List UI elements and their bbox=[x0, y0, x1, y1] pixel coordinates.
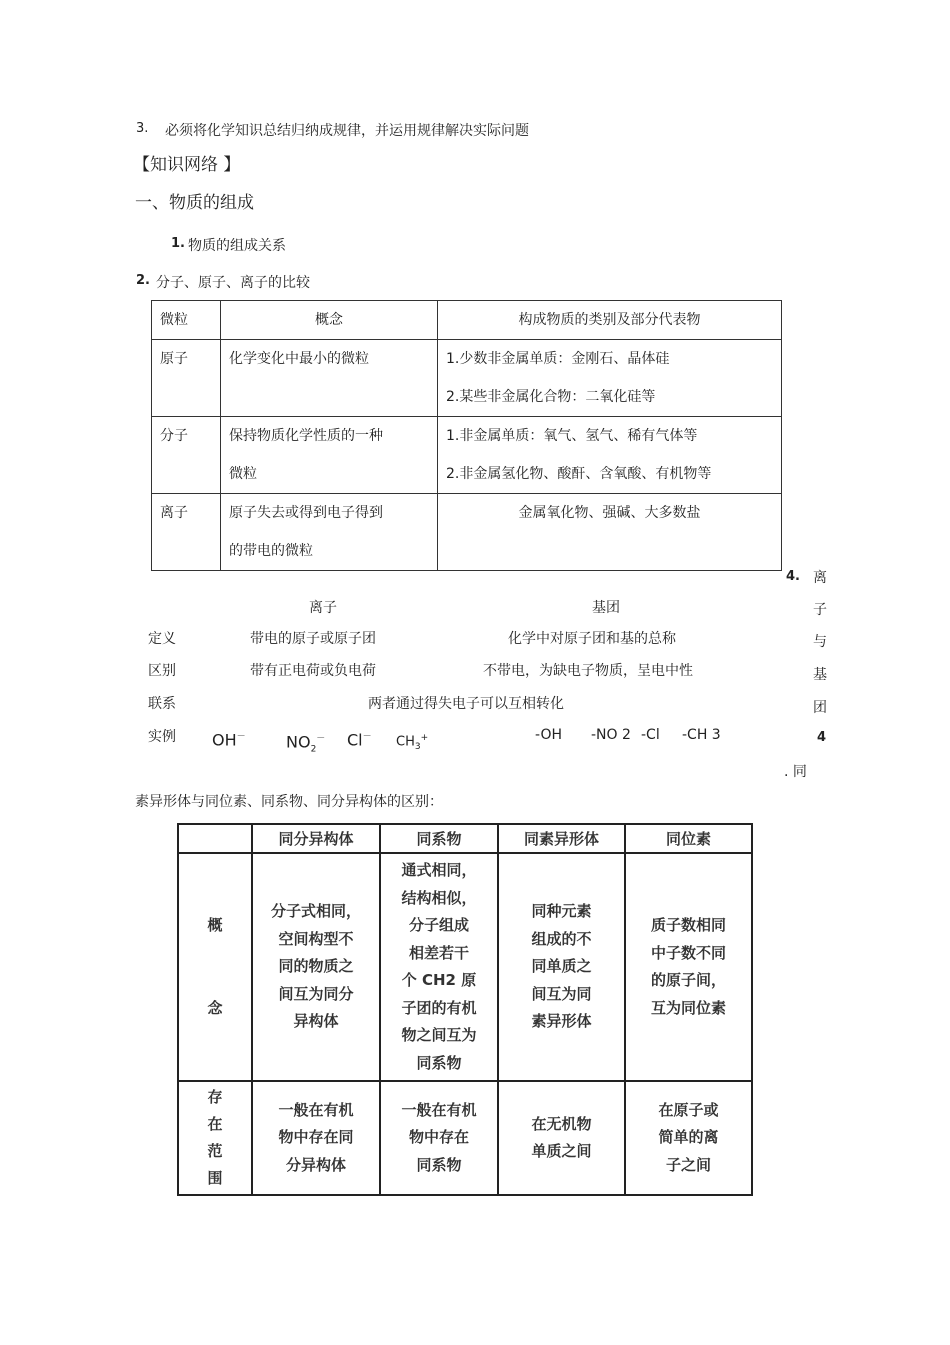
table-row-ion bbox=[152, 494, 782, 571]
side-heading-char: 基 bbox=[813, 667, 827, 683]
table-row-scope bbox=[178, 1081, 752, 1195]
definition-group: 化学中对原子团和基的总称 bbox=[508, 631, 676, 647]
row-label-scope: 存 在 范 围 bbox=[178, 1081, 252, 1195]
concept-isotope: 质子数相同 中子数不同 的原子间， 互为同位素 bbox=[625, 853, 752, 1081]
side-heading-char: 与 bbox=[813, 634, 827, 650]
column-header-ion: 离子 bbox=[309, 600, 337, 616]
definition-ion: 带电的原子或原子团 bbox=[250, 631, 376, 647]
subsection-2-number: 2. bbox=[136, 273, 150, 288]
cell-particle: 离子 bbox=[152, 494, 221, 571]
section-1-heading: 一、物质的组成 bbox=[135, 193, 254, 213]
concept-homolog: 通式相同， 结构相似， 分子组成 相差若干 个 CH2 原 子团的有机 物之间互为 同系物 bbox=[380, 853, 498, 1081]
row-label-example: 实例 bbox=[148, 729, 176, 745]
table-row-concept bbox=[178, 853, 752, 1081]
header-examples: 构成物质的类别及部分代表物 bbox=[438, 301, 782, 340]
header-allotrope: 同素异形体 bbox=[498, 824, 625, 853]
row-label-difference: 区别 bbox=[148, 663, 176, 679]
header-concept: 概念 bbox=[221, 301, 438, 340]
cell-concept: 原子失去或得到电子得到 的带电的微粒 bbox=[221, 494, 438, 571]
ion-example-methyl-cation: $CH_3^+$ bbox=[396, 733, 429, 752]
cell-examples: 1.少数非金属单质：金刚石、晶体硅 2.某些非金属化合物：二氧化硅等 bbox=[438, 340, 782, 417]
subsection-2-title: 分子、原子、离子的比较 bbox=[156, 275, 310, 291]
table-header-row bbox=[152, 301, 782, 340]
isomer-comparison-table bbox=[177, 823, 753, 1196]
item3-text: 必须将化学知识总结归纳成规律，并运用规律解决实际问题 bbox=[165, 123, 529, 139]
header-particle: 微粒 bbox=[152, 301, 221, 340]
scope-allotrope: 在无机物 单质之间 bbox=[498, 1081, 625, 1195]
scope-homolog: 一般在有机 物中存在 同系物 bbox=[380, 1081, 498, 1195]
cell-concept: 化学变化中最小的微粒 bbox=[221, 340, 438, 417]
ion-example-chloride: Cl－ bbox=[347, 730, 372, 750]
cell-particle: 原子 bbox=[152, 340, 221, 417]
column-header-group: 基团 bbox=[592, 600, 620, 616]
side-heading-number-2: 4 bbox=[817, 730, 827, 745]
scope-isotope: 在原子或 简单的离 子之间 bbox=[625, 1081, 752, 1195]
header-homolog: 同系物 bbox=[380, 824, 498, 853]
difference-ion: 带有正电荷或负电荷 bbox=[250, 663, 376, 679]
row-label-relation: 联系 bbox=[148, 696, 176, 712]
difference-group: 不带电，为缺电子物质，呈电中性 bbox=[483, 663, 693, 679]
cell-examples: 金属氧化物、强碱、大多数盐 bbox=[438, 494, 782, 571]
ion-example-hydroxide: OH－ bbox=[212, 730, 246, 750]
group-example-chloro: -Cl bbox=[641, 727, 660, 743]
table-header-row bbox=[178, 824, 752, 853]
table-row-atom bbox=[152, 340, 782, 417]
cell-examples: 1.非金属单质：氧气、氢气、稀有气体等 2.非金属氢化物、酸酐、含氧酸、有机物等 bbox=[438, 417, 782, 494]
group-example-nitro: -NO 2 bbox=[591, 727, 631, 743]
knowledge-network-heading: 【知识网络 】 bbox=[133, 155, 241, 175]
concept-allotrope: 同种元素 组成的不 同单质之 间互为同 素异形体 bbox=[498, 853, 625, 1081]
section-4-continued-text: 素异形体与同位素、同系物、同分异构体的区别： bbox=[135, 794, 443, 810]
subsection-1-number: 1. bbox=[171, 236, 185, 251]
group-example-hydroxyl: -OH bbox=[535, 727, 562, 743]
side-heading-continuation: . 同 bbox=[784, 764, 807, 780]
header-isomer: 同分异构体 bbox=[252, 824, 380, 853]
table-row-molecule bbox=[152, 417, 782, 494]
header-empty bbox=[178, 824, 252, 853]
group-example-methyl: -CH 3 bbox=[682, 727, 721, 743]
side-heading-char: 团 bbox=[813, 700, 827, 716]
scope-isomer: 一般在有机 物中存在同 分异构体 bbox=[252, 1081, 380, 1195]
side-heading-number: 4. bbox=[786, 569, 800, 584]
item3-number: 3. bbox=[136, 121, 149, 136]
ion-example-nitrite: $NO_2^-$ bbox=[286, 732, 326, 755]
row-label-concept: 概 念 bbox=[178, 853, 252, 1081]
side-heading-char: 子 bbox=[813, 602, 827, 618]
header-isotope: 同位素 bbox=[625, 824, 752, 853]
relation-text: 两者通过得失电子可以互相转化 bbox=[368, 696, 564, 712]
cell-particle: 分子 bbox=[152, 417, 221, 494]
subsection-1-title: 物质的组成关系 bbox=[188, 238, 286, 254]
particle-comparison-table bbox=[151, 300, 782, 571]
row-label-definition: 定义 bbox=[148, 631, 176, 647]
cell-concept: 保持物质化学性质的一种 微粒 bbox=[221, 417, 438, 494]
concept-isomer: 分子式相同， 空间构型不 同的物质之 间互为同分 异构体 bbox=[252, 853, 380, 1081]
side-heading-char: 离 bbox=[813, 570, 827, 586]
